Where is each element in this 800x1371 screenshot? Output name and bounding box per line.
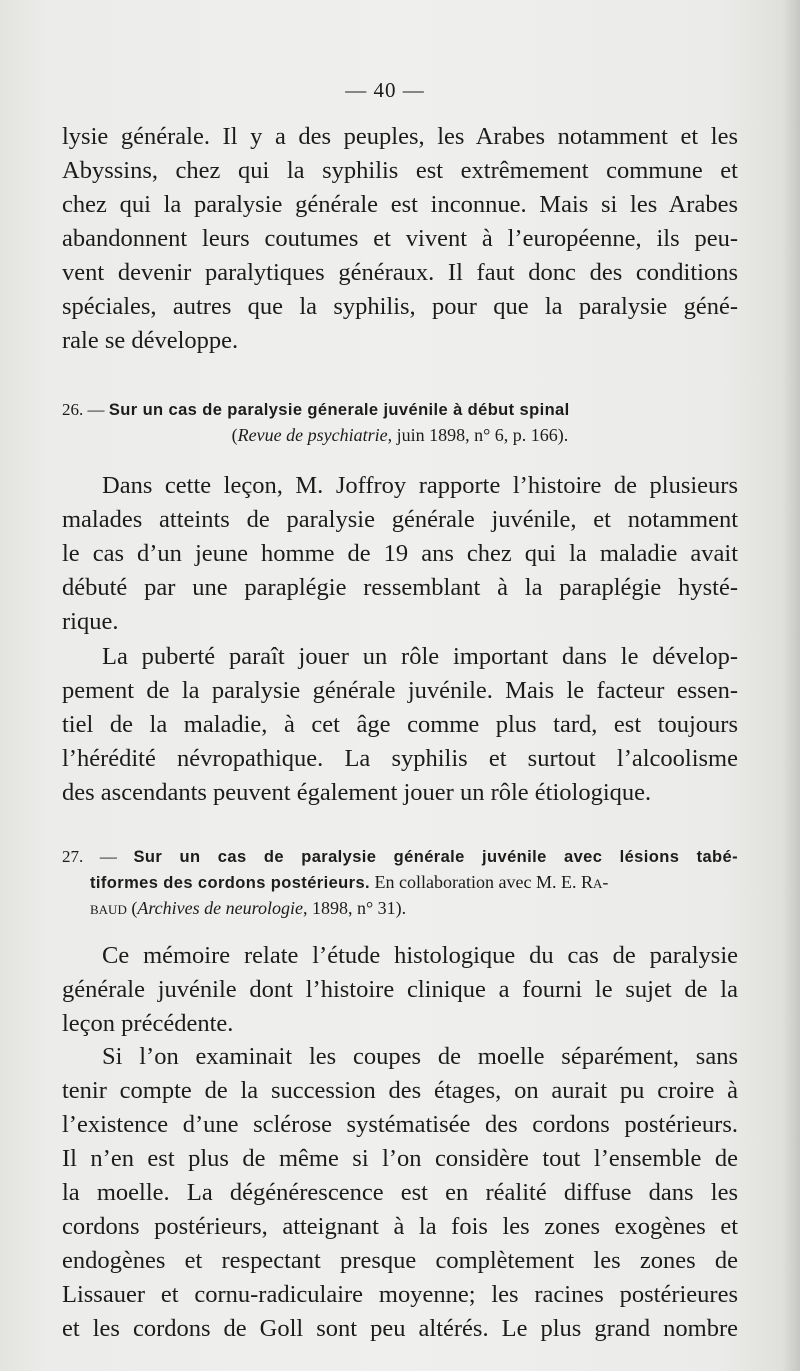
entry-number: 26. — bbox=[62, 400, 105, 419]
text-line: malades atteints de paralysie générale juvénile, et notamment bbox=[62, 506, 738, 533]
paragraph bbox=[62, 469, 738, 639]
text-line: des ascendants peuvent également jouer un rôle étiologique. bbox=[62, 779, 652, 806]
entry-title: Sur un cas de paralysie génerale juvénile à début spinal bbox=[108, 401, 570, 419]
text-line: Abyssins, chez qui la syphilis est extrêmement commune et bbox=[62, 157, 738, 184]
text-line: Dans cette leçon, M. Joffroy rapporte l’histoire de plusieurs bbox=[102, 472, 738, 499]
entry-number: 27. — bbox=[62, 847, 117, 866]
journal-name: Revue de psychiatrie bbox=[237, 425, 388, 445]
entry-27-heading bbox=[62, 843, 738, 921]
text-line: leçon précédente. bbox=[62, 1010, 234, 1037]
text-line: l’existence d’une sclérose systématisée des cordons postérieurs. bbox=[62, 1111, 738, 1138]
text-line: la moelle. La dégénérescence est en réalité diffuse dans les bbox=[62, 1179, 738, 1206]
text-line: Il n’en est plus de même si l’on considère tout l’ensemble de bbox=[62, 1145, 738, 1172]
text-line: Si l’on examinait les coupes de moelle séparément, sans bbox=[102, 1043, 738, 1070]
text-line: pement de la paralysie générale juvénile. Mais le facteur essen- bbox=[62, 677, 738, 704]
text-line: l’hérédité névropathique. La syphilis et surtout l’alcoolisme bbox=[62, 745, 738, 772]
entry-26-reference bbox=[62, 422, 738, 448]
entry-title: Sur un cas de paralysie générale juvénile avec lésions tabé- bbox=[133, 848, 738, 866]
ref-open: ( bbox=[126, 898, 138, 918]
text-line: abandonnent leurs coutumes et vivent à l’européenne, ils peu- bbox=[62, 225, 738, 252]
text-line: générale juvénile dont l’histoire clinique a fourni le sujet de la bbox=[62, 976, 738, 1003]
entry-27-reference bbox=[62, 895, 738, 921]
page-edge-shadow bbox=[782, 0, 800, 1371]
text-line: Ce mémoire relate l’étude histologique du cas de paralysie bbox=[102, 942, 738, 969]
paragraph bbox=[62, 939, 738, 1041]
ref-details: , juin 1898, n° 6, p. 166). bbox=[387, 425, 569, 445]
text-line: La puberté paraît jouer un rôle important dans le dévelop- bbox=[102, 643, 738, 670]
text-line: spéciales, autres que la syphilis, pour que la paralysie géné- bbox=[62, 293, 738, 320]
text-line: chez qui la paralysie générale est inconnue. Mais si les Arabes bbox=[62, 191, 738, 218]
paragraph-continuation bbox=[62, 120, 738, 358]
text-line: lysie générale. Il y a des peuples, les Arabes notamment et les bbox=[62, 123, 738, 150]
journal-name: Archives de neurologie bbox=[137, 898, 303, 918]
text-line: endogènes et respectant presque complètement les zones de bbox=[62, 1247, 738, 1274]
page-number: — 40 — bbox=[345, 78, 425, 102]
collaboration-text: En collaboration avec M. E. bbox=[370, 872, 581, 892]
paragraph bbox=[62, 1040, 738, 1346]
text-line: vent devenir paralytiques généraux. Il faut donc des conditions bbox=[62, 259, 738, 286]
text-line: le cas d’un jeune homme de 19 ans chez qui la maladie avait bbox=[62, 540, 738, 567]
text-line: tiel de la maladie, à cet âge comme plus tard, est toujours bbox=[62, 711, 738, 738]
entry-26-title-line bbox=[62, 396, 738, 422]
paragraph bbox=[62, 640, 738, 810]
text-line: débuté par une paraplégie ressemblant à la paraplégie hysté- bbox=[62, 574, 738, 601]
collaborator-name: Ra- bbox=[580, 872, 609, 892]
text-line: rale se développe. bbox=[62, 327, 239, 354]
ref-details: , 1898, n° 31). bbox=[302, 898, 407, 918]
entry-26-heading bbox=[62, 396, 738, 448]
text-line: cordons postérieurs, atteignant à la fois les zones exogènes et bbox=[62, 1213, 738, 1240]
text-line: Lissauer et cornu-radiculaire moyenne; les racines postérieures bbox=[62, 1281, 738, 1308]
entry-27-title-line bbox=[62, 843, 738, 869]
entry-title-continued: tiformes des cordons postérieurs. bbox=[90, 874, 371, 892]
text-line: tenir compte de la succession des étages, on aurait pu croire à bbox=[62, 1077, 738, 1104]
text-line: rique. bbox=[62, 608, 119, 635]
entry-27-title-line-2 bbox=[62, 869, 738, 895]
ref-open: ( bbox=[231, 425, 238, 445]
text-line: et les cordons de Goll sont peu altérés. Le plus grand nombre bbox=[62, 1315, 738, 1342]
collaborator-name-continued: baud bbox=[90, 898, 127, 918]
